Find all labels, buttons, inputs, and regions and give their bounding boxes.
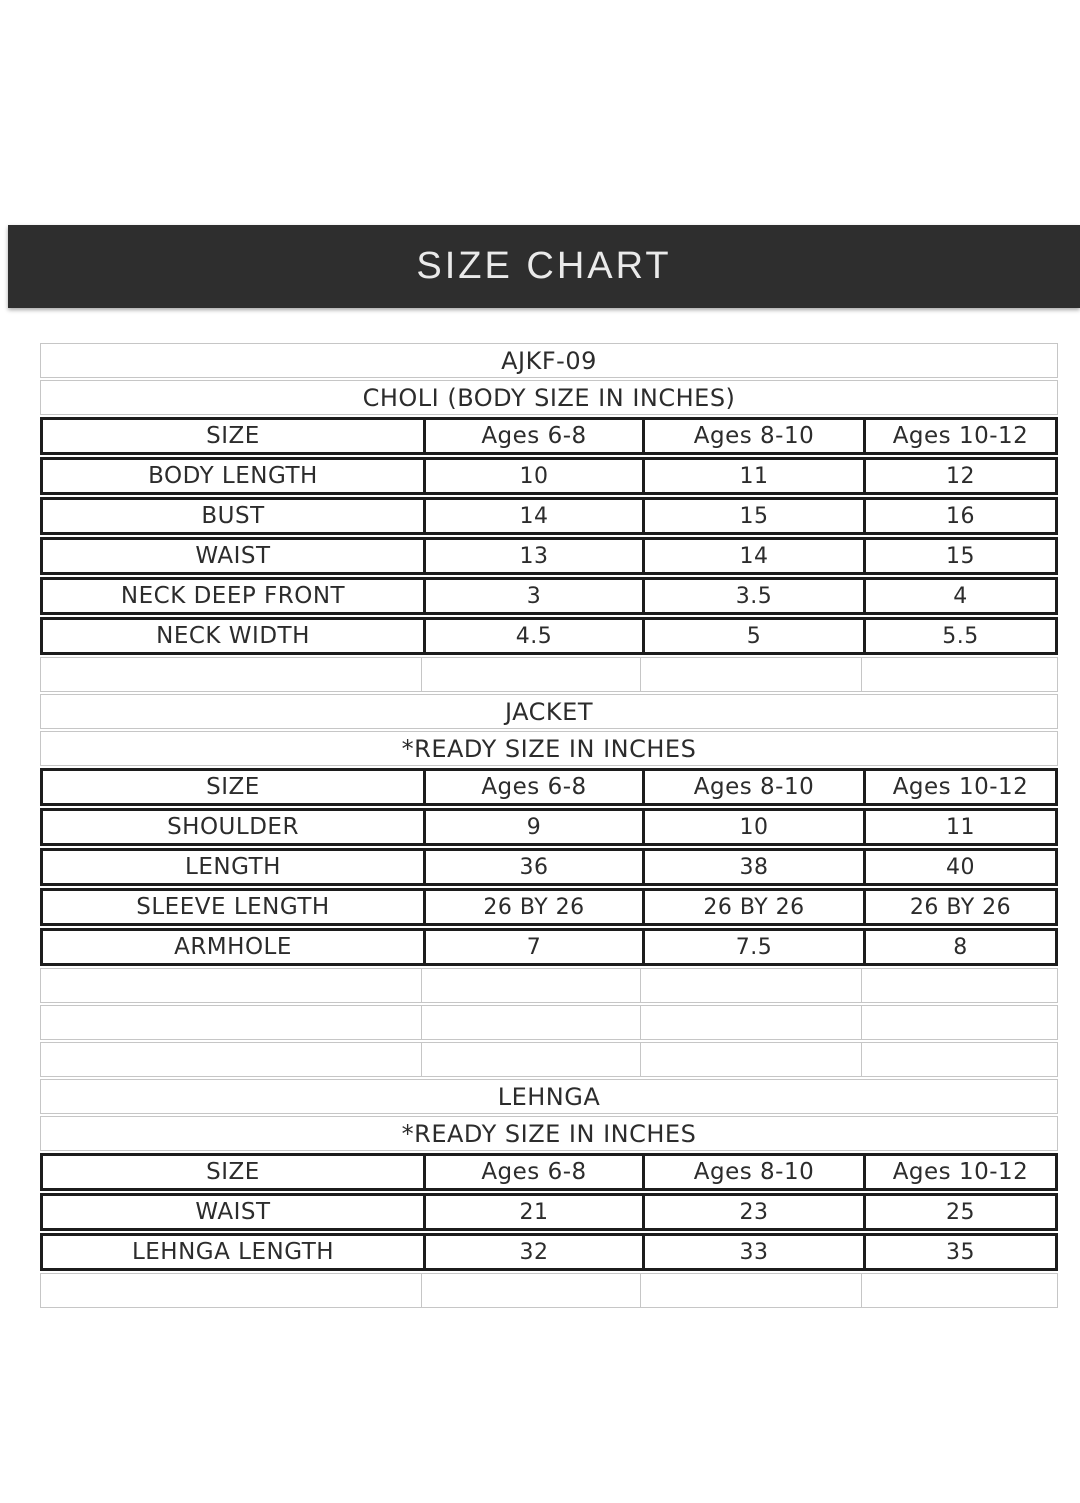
row-value-cell: 38 xyxy=(642,851,863,883)
row-value-cell: 40 xyxy=(863,851,1055,883)
row-value-cell: 36 xyxy=(423,851,642,883)
row-value-cell: 14 xyxy=(423,500,642,532)
row-lehnga-length xyxy=(40,1233,1058,1271)
column-header-ages-8-10: Ages 8-10 xyxy=(642,771,863,803)
row-value-cell: 10 xyxy=(423,460,642,492)
lehnga-subtitle-row xyxy=(40,1116,1058,1151)
lehnga-title-row xyxy=(40,1079,1058,1114)
empty-cell xyxy=(421,969,640,1002)
row-value-cell: 26 BY 26 xyxy=(642,891,863,923)
row-shoulder xyxy=(40,808,1058,846)
row-value-cell: 7.5 xyxy=(642,931,863,963)
jacket-header-row xyxy=(40,768,1058,806)
row-value-cell: 15 xyxy=(642,500,863,532)
row-value-cell: 5.5 xyxy=(863,620,1055,652)
row-value-cell: 4 xyxy=(863,580,1055,612)
empty-cell xyxy=(861,1043,1057,1076)
empty-cell xyxy=(41,1006,421,1039)
page-title: SIZE CHART xyxy=(416,245,672,287)
spacer-row xyxy=(40,657,1058,692)
row-value-cell: 3 xyxy=(423,580,642,612)
choli-title-row xyxy=(40,380,1058,415)
column-header-size: SIZE xyxy=(206,774,260,800)
row-value-cell: 13 xyxy=(423,540,642,572)
column-header-ages-8-10: Ages 8-10 xyxy=(642,1156,863,1188)
row-value-cell: 21 xyxy=(423,1196,642,1228)
row-label-cell: ARMHOLE xyxy=(174,934,292,960)
row-value-cell: 12 xyxy=(863,460,1055,492)
row-neck-deep-front xyxy=(40,577,1058,615)
row-sleeve-length xyxy=(40,888,1058,926)
row-waist-lehnga xyxy=(40,1193,1058,1231)
column-header-ages-10-12: Ages 10-12 xyxy=(863,420,1055,452)
row-bust xyxy=(40,497,1058,535)
row-value-cell: 26 BY 26 xyxy=(423,891,642,923)
empty-cell xyxy=(640,1006,861,1039)
column-header-ages-10-12: Ages 10-12 xyxy=(863,1156,1055,1188)
column-header-ages-6-8: Ages 6-8 xyxy=(423,771,642,803)
row-value-cell: 26 BY 26 xyxy=(863,891,1055,923)
choli-header-row xyxy=(40,417,1058,455)
jacket-section-subtitle: *READY SIZE IN INCHES xyxy=(401,734,697,763)
column-header-ages-10-12: Ages 10-12 xyxy=(863,771,1055,803)
empty-cell xyxy=(861,1006,1057,1039)
row-value-cell: 32 xyxy=(423,1236,642,1268)
empty-cell xyxy=(41,658,421,691)
choli-section-title: CHOLI (BODY SIZE IN INCHES) xyxy=(362,383,736,412)
spacer-row xyxy=(40,968,1058,1003)
spacer-row xyxy=(40,1042,1058,1077)
empty-cell xyxy=(640,1274,861,1307)
jacket-subtitle-row xyxy=(40,731,1058,766)
empty-cell xyxy=(861,969,1057,1002)
empty-cell xyxy=(421,1043,640,1076)
jacket-section-title: JACKET xyxy=(505,697,593,726)
product-code-row xyxy=(40,343,1058,378)
row-label-cell: WAIST xyxy=(195,543,271,569)
row-label-cell: LEHNGA LENGTH xyxy=(131,1239,335,1265)
row-value-cell: 11 xyxy=(863,811,1055,843)
row-waist-choli xyxy=(40,537,1058,575)
empty-cell xyxy=(41,969,421,1002)
row-value-cell: 3.5 xyxy=(642,580,863,612)
empty-cell xyxy=(421,1006,640,1039)
row-value-cell: 14 xyxy=(642,540,863,572)
row-body-length xyxy=(40,457,1058,495)
row-label-cell: LENGTH xyxy=(185,854,281,880)
row-value-cell: 8 xyxy=(863,931,1055,963)
lehnga-section-subtitle: *READY SIZE IN INCHES xyxy=(401,1119,697,1148)
empty-cell xyxy=(640,658,861,691)
row-value-cell: 25 xyxy=(863,1196,1055,1228)
jacket-title-row xyxy=(40,694,1058,729)
row-label-cell: SHOULDER xyxy=(167,814,299,840)
row-length xyxy=(40,848,1058,886)
spacer-row xyxy=(40,1005,1058,1040)
empty-cell xyxy=(640,1043,861,1076)
row-label-cell: BODY LENGTH xyxy=(148,463,318,489)
row-value-cell: 23 xyxy=(642,1196,863,1228)
spacer-row xyxy=(40,1273,1058,1308)
row-neck-width xyxy=(40,617,1058,655)
row-value-cell: 33 xyxy=(642,1236,863,1268)
row-value-cell: 7 xyxy=(423,931,642,963)
lehnga-header-row xyxy=(40,1153,1058,1191)
row-value-cell: 16 xyxy=(863,500,1055,532)
banner xyxy=(8,225,1080,308)
empty-cell xyxy=(421,658,640,691)
product-code: AJKF-09 xyxy=(501,346,597,375)
column-header-ages-8-10: Ages 8-10 xyxy=(642,420,863,452)
empty-cell xyxy=(861,1274,1057,1307)
row-armhole xyxy=(40,928,1058,966)
row-label-cell: SLEEVE LENGTH xyxy=(136,894,330,920)
empty-cell xyxy=(41,1274,421,1307)
empty-cell xyxy=(41,1043,421,1076)
empty-cell xyxy=(861,658,1057,691)
row-value-cell: 5 xyxy=(642,620,863,652)
column-header-ages-6-8: Ages 6-8 xyxy=(423,1156,642,1188)
row-label-cell: BUST xyxy=(201,503,265,529)
column-header-ages-6-8: Ages 6-8 xyxy=(423,420,642,452)
row-label-cell: NECK WIDTH xyxy=(156,623,310,649)
row-value-cell: 15 xyxy=(863,540,1055,572)
row-value-cell: 10 xyxy=(642,811,863,843)
row-value-cell: 9 xyxy=(423,811,642,843)
empty-cell xyxy=(640,969,861,1002)
row-label-cell: NECK DEEP FRONT xyxy=(120,583,346,609)
row-value-cell: 35 xyxy=(863,1236,1055,1268)
size-table xyxy=(40,343,1058,1310)
row-label-cell: WAIST xyxy=(195,1199,271,1225)
empty-cell xyxy=(421,1274,640,1307)
row-value-cell: 4.5 xyxy=(423,620,642,652)
column-header-size: SIZE xyxy=(206,1159,260,1185)
column-header-size: SIZE xyxy=(206,423,260,449)
row-value-cell: 11 xyxy=(642,460,863,492)
lehnga-section-title: LEHNGA xyxy=(497,1082,601,1111)
